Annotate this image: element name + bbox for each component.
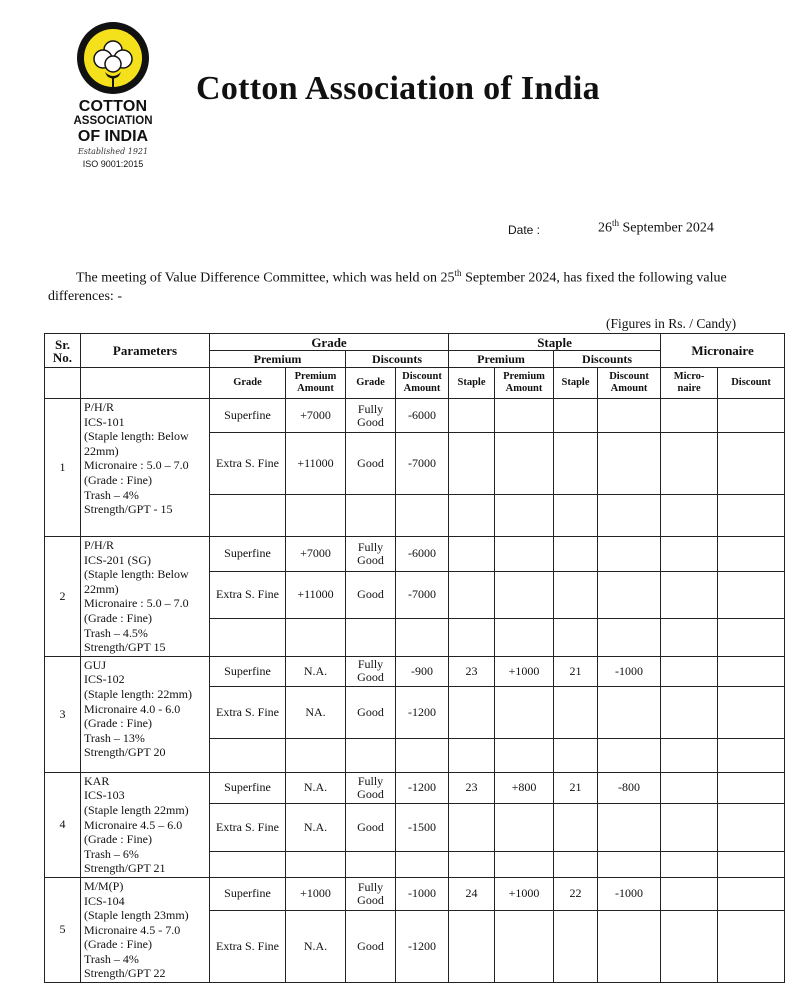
micronaire-cell — [661, 571, 718, 618]
micronaire-discount-cell — [718, 772, 785, 803]
parameter-line: Strength/GPT 21 — [84, 861, 166, 876]
parameter-line: (Grade : Fine) — [84, 716, 152, 731]
staple-discount-cell — [554, 399, 598, 433]
micronaire-discount-cell — [718, 537, 785, 572]
staple-discount-amount-cell — [598, 537, 661, 572]
header-sr-no: Sr. No. — [45, 334, 81, 368]
micronaire-discount-cell — [718, 877, 785, 910]
parameter-line: (Staple length: Below 22mm) — [84, 567, 189, 596]
discount-amount-cell: -1500 — [396, 803, 449, 851]
serial-number-cell: 1 — [45, 399, 81, 537]
staple-cell: 23 — [449, 656, 495, 686]
premium-grade-cell — [210, 495, 286, 537]
premium-grade-cell: Extra S. Fine — [210, 571, 286, 618]
table-row — [45, 537, 785, 572]
parameter-line: Trash – 4% — [84, 951, 139, 966]
discount-amount-cell: -6000 — [396, 537, 449, 572]
staple-discount-cell — [554, 803, 598, 851]
date-value — [598, 218, 714, 237]
staple-discount-amount-cell — [598, 910, 661, 982]
micronaire-cell — [661, 738, 718, 772]
micronaire-cell — [661, 772, 718, 803]
staple-cell — [449, 433, 495, 495]
micronaire-cell — [661, 851, 718, 877]
logo-text-cotton: COTTON — [78, 98, 148, 115]
micronaire-cell — [661, 537, 718, 572]
col-grade: Grade — [210, 368, 286, 399]
micronaire-discount-cell — [718, 686, 785, 738]
micronaire-cell — [661, 618, 718, 656]
premium-amount-cell: N.A. — [286, 803, 346, 851]
header-parameters: Parameters — [81, 334, 210, 368]
serial-number-cell: 2 — [45, 537, 81, 657]
premium-grade-cell: Superfine — [210, 772, 286, 803]
header-staple-premium: Premium — [449, 351, 554, 368]
parameters-cell — [81, 537, 210, 657]
discount-amount-cell: -6000 — [396, 399, 449, 433]
date-label: Date : — [508, 223, 541, 237]
discount-amount-cell: -1000 — [396, 877, 449, 910]
parameter-line: KAR — [84, 773, 110, 788]
col-grade-discount: Grade — [346, 368, 396, 399]
parameter-line: Strength/GPT 15 — [84, 640, 166, 655]
staple-discount-amount-cell — [598, 433, 661, 495]
discount-amount-cell — [396, 851, 449, 877]
date-suffix: th — [612, 218, 620, 228]
premium-amount-cell: N.A. — [286, 772, 346, 803]
discount-amount-cell — [396, 738, 449, 772]
header-blank-params — [81, 368, 210, 399]
discount-grade-cell — [346, 618, 396, 656]
premium-grade-cell: Extra S. Fine — [210, 803, 286, 851]
discount-grade-cell: Good — [346, 910, 396, 982]
intro-part1: The meeting of Value Difference Committee, which was held on 25 — [76, 270, 455, 286]
micronaire-discount-cell — [718, 738, 785, 772]
header-grade-premium: Premium — [210, 351, 346, 368]
col-staple-discount-amount: Discount Amount — [598, 368, 661, 399]
logo-iso-certification: ISO 9001:2015 — [82, 159, 144, 169]
staple-premium-cell — [495, 537, 554, 572]
staple-premium-cell — [495, 910, 554, 982]
micronaire-discount-cell — [718, 571, 785, 618]
parameter-line: P/H/R — [84, 400, 115, 414]
premium-grade-cell: Superfine — [210, 877, 286, 910]
col-staple-discount: Staple — [554, 368, 598, 399]
discount-grade-cell — [346, 495, 396, 537]
staple-premium-cell — [495, 433, 554, 495]
staple-premium-cell — [495, 851, 554, 877]
parameter-line: Micronaire : 5.0 – 7.0 — [84, 458, 189, 473]
discount-amount-cell: -1200 — [396, 686, 449, 738]
premium-grade-cell: Superfine — [210, 656, 286, 686]
micronaire-cell — [661, 877, 718, 910]
intro-suffix: th — [454, 268, 462, 278]
staple-premium-cell — [495, 738, 554, 772]
figures-note: (Figures in Rs. / Candy) — [606, 316, 737, 331]
cotton-boll-icon — [75, 20, 151, 96]
staple-cell — [449, 571, 495, 618]
parameter-line: Micronaire 4.5 – 6.0 — [84, 817, 183, 832]
micronaire-discount-cell — [718, 433, 785, 495]
premium-grade-cell: Extra S. Fine — [210, 433, 286, 495]
header-grade: Grade — [210, 334, 449, 351]
staple-cell — [449, 686, 495, 738]
discount-amount-cell: -1200 — [396, 910, 449, 982]
discount-grade-cell — [346, 738, 396, 772]
staple-discount-cell — [554, 537, 598, 572]
staple-discount-cell — [554, 686, 598, 738]
intro-paragraph — [48, 264, 778, 306]
staple-premium-cell — [495, 399, 554, 433]
discount-grade-cell: Fully Good — [346, 877, 396, 910]
staple-discount-cell — [554, 738, 598, 772]
discount-grade-cell: Good — [346, 686, 396, 738]
staple-discount-amount-cell: -800 — [598, 772, 661, 803]
staple-premium-cell — [495, 618, 554, 656]
parameter-line: (Grade : Fine) — [84, 472, 152, 487]
premium-amount-cell: +11000 — [286, 571, 346, 618]
parameter-line: Strength/GPT - 15 — [84, 502, 173, 517]
micronaire-discount-cell — [718, 618, 785, 656]
parameter-line: ICS-104 — [84, 893, 125, 908]
parameters-cell — [81, 772, 210, 877]
parameter-line: Micronaire : 5.0 – 7.0 — [84, 596, 189, 611]
staple-premium-cell — [495, 495, 554, 537]
staple-premium-cell — [495, 803, 554, 851]
staple-cell — [449, 851, 495, 877]
staple-discount-cell — [554, 433, 598, 495]
parameter-line: GUJ — [84, 657, 107, 672]
table-body — [45, 399, 785, 983]
serial-number-cell: 5 — [45, 877, 81, 982]
micronaire-discount-cell — [718, 851, 785, 877]
parameter-line: Micronaire 4.0 - 6.0 — [84, 701, 181, 716]
discount-amount-cell: -7000 — [396, 433, 449, 495]
micronaire-discount-cell — [718, 656, 785, 686]
parameter-line: Trash – 4% — [84, 487, 139, 502]
parameter-line: (Grade : Fine) — [84, 832, 152, 847]
page-title: Cotton Association of India — [196, 70, 600, 107]
staple-discount-cell: 22 — [554, 877, 598, 910]
micronaire-discount-cell — [718, 399, 785, 433]
staple-premium-cell: +1000 — [495, 656, 554, 686]
premium-grade-cell: Superfine — [210, 399, 286, 433]
staple-discount-amount-cell — [598, 618, 661, 656]
micronaire-discount-cell — [718, 803, 785, 851]
premium-amount-cell — [286, 618, 346, 656]
date-day: 26 — [598, 220, 612, 236]
parameter-line: (Staple length 22mm) — [84, 802, 189, 817]
staple-premium-cell — [495, 571, 554, 618]
parameter-line: ICS-201 (SG) — [84, 552, 152, 567]
staple-discount-cell — [554, 910, 598, 982]
parameters-cell — [81, 656, 210, 772]
staple-discount-cell: 21 — [554, 656, 598, 686]
header-staple-discounts: Discounts — [554, 351, 661, 368]
discount-grade-cell: Fully Good — [346, 772, 396, 803]
parameter-line: ICS-102 — [84, 672, 125, 687]
micronaire-cell — [661, 656, 718, 686]
col-discount-amount: Discount Amount — [396, 368, 449, 399]
table-row — [45, 656, 785, 686]
logo-established: Established 1921 — [77, 147, 149, 156]
staple-discount-cell — [554, 571, 598, 618]
staple-discount-amount-cell — [598, 686, 661, 738]
parameter-line: Strength/GPT 20 — [84, 745, 166, 760]
staple-discount-amount-cell — [598, 399, 661, 433]
staple-cell: 24 — [449, 877, 495, 910]
premium-amount-cell — [286, 738, 346, 772]
parameter-line: Trash – 6% — [84, 846, 139, 861]
col-micronaire-discount: Discount — [718, 368, 785, 399]
staple-discount-amount-cell — [598, 495, 661, 537]
parameter-line: (Staple length 23mm) — [84, 908, 189, 923]
staple-cell — [449, 738, 495, 772]
premium-amount-cell: +1000 — [286, 877, 346, 910]
staple-premium-cell — [495, 686, 554, 738]
parameter-line: M/M(P) — [84, 878, 124, 893]
premium-grade-cell: Extra S. Fine — [210, 910, 286, 982]
header-micronaire: Micronaire — [661, 334, 785, 368]
micronaire-discount-cell — [718, 910, 785, 982]
parameter-line: ICS-103 — [84, 788, 125, 803]
staple-discount-amount-cell — [598, 803, 661, 851]
premium-amount-cell: +7000 — [286, 537, 346, 572]
serial-number-cell: 3 — [45, 656, 81, 772]
staple-discount-cell: 21 — [554, 772, 598, 803]
micronaire-cell — [661, 910, 718, 982]
premium-grade-cell — [210, 618, 286, 656]
premium-amount-cell: +11000 — [286, 433, 346, 495]
value-difference-table — [44, 333, 785, 983]
parameter-line: (Grade : Fine) — [84, 610, 152, 625]
staple-cell — [449, 803, 495, 851]
discount-grade-cell: Good — [346, 571, 396, 618]
logo-text-association: ASSOCIATION — [73, 115, 153, 127]
parameter-line: ICS-101 — [84, 414, 125, 429]
association-logo — [58, 20, 168, 190]
staple-cell — [449, 399, 495, 433]
premium-grade-cell — [210, 738, 286, 772]
staple-discount-amount-cell — [598, 738, 661, 772]
staple-cell — [449, 537, 495, 572]
table-row — [45, 399, 785, 433]
micronaire-cell — [661, 686, 718, 738]
parameter-line: P/H/R — [84, 538, 115, 552]
parameter-line: Strength/GPT 22 — [84, 966, 166, 981]
staple-discount-amount-cell: -1000 — [598, 656, 661, 686]
staple-discount-cell — [554, 495, 598, 537]
micronaire-cell — [661, 803, 718, 851]
premium-grade-cell — [210, 851, 286, 877]
col-staple: Staple — [449, 368, 495, 399]
parameter-line: (Grade : Fine) — [84, 937, 152, 952]
staple-discount-cell — [554, 851, 598, 877]
discount-amount-cell — [396, 495, 449, 537]
date-rest: September 2024 — [619, 220, 714, 236]
header-staple: Staple — [449, 334, 661, 351]
staple-cell: 23 — [449, 772, 495, 803]
premium-grade-cell: Extra S. Fine — [210, 686, 286, 738]
col-micronaire: Micro-naire — [661, 368, 718, 399]
parameters-cell — [81, 399, 210, 537]
staple-premium-cell: +800 — [495, 772, 554, 803]
premium-amount-cell: NA. — [286, 686, 346, 738]
staple-discount-amount-cell — [598, 851, 661, 877]
premium-amount-cell: N.A. — [286, 910, 346, 982]
header-grade-discounts: Discounts — [346, 351, 449, 368]
header-blank-sr — [45, 368, 81, 399]
discount-grade-cell: Good — [346, 433, 396, 495]
discount-grade-cell: Fully Good — [346, 399, 396, 433]
parameter-line: (Staple length: Below 22mm) — [84, 429, 189, 458]
discount-grade-cell: Fully Good — [346, 656, 396, 686]
micronaire-cell — [661, 399, 718, 433]
discount-grade-cell: Fully Good — [346, 537, 396, 572]
col-staple-premium-amount: Premium Amount — [495, 368, 554, 399]
staple-premium-cell: +1000 — [495, 877, 554, 910]
micronaire-cell — [661, 495, 718, 537]
premium-amount-cell — [286, 851, 346, 877]
premium-amount-cell: +7000 — [286, 399, 346, 433]
staple-discount-cell — [554, 618, 598, 656]
staple-cell — [449, 618, 495, 656]
micronaire-cell — [661, 433, 718, 495]
discount-amount-cell: -7000 — [396, 571, 449, 618]
parameter-line: (Staple length: 22mm) — [84, 686, 192, 701]
staple-cell — [449, 910, 495, 982]
parameter-line: Trash – 4.5% — [84, 625, 148, 640]
discount-grade-cell — [346, 851, 396, 877]
micronaire-discount-cell — [718, 495, 785, 537]
table-row — [45, 877, 785, 910]
premium-grade-cell: Superfine — [210, 537, 286, 572]
parameter-line: Trash – 13% — [84, 730, 145, 745]
parameter-line: Micronaire 4.5 - 7.0 — [84, 922, 181, 937]
staple-discount-amount-cell — [598, 571, 661, 618]
staple-discount-amount-cell: -1000 — [598, 877, 661, 910]
parameters-cell — [81, 877, 210, 982]
staple-cell — [449, 495, 495, 537]
discount-amount-cell: -1200 — [396, 772, 449, 803]
col-premium-amount: Premium Amount — [286, 368, 346, 399]
premium-amount-cell: N.A. — [286, 656, 346, 686]
serial-number-cell: 4 — [45, 772, 81, 877]
table-row — [45, 772, 785, 803]
logo-text-of-india: OF INDIA — [77, 128, 149, 145]
discount-grade-cell: Good — [346, 803, 396, 851]
discount-amount-cell — [396, 618, 449, 656]
premium-amount-cell — [286, 495, 346, 537]
discount-amount-cell: -900 — [396, 656, 449, 686]
intro-part2: September 2024, has fixed the following value differences: - — [48, 270, 727, 304]
